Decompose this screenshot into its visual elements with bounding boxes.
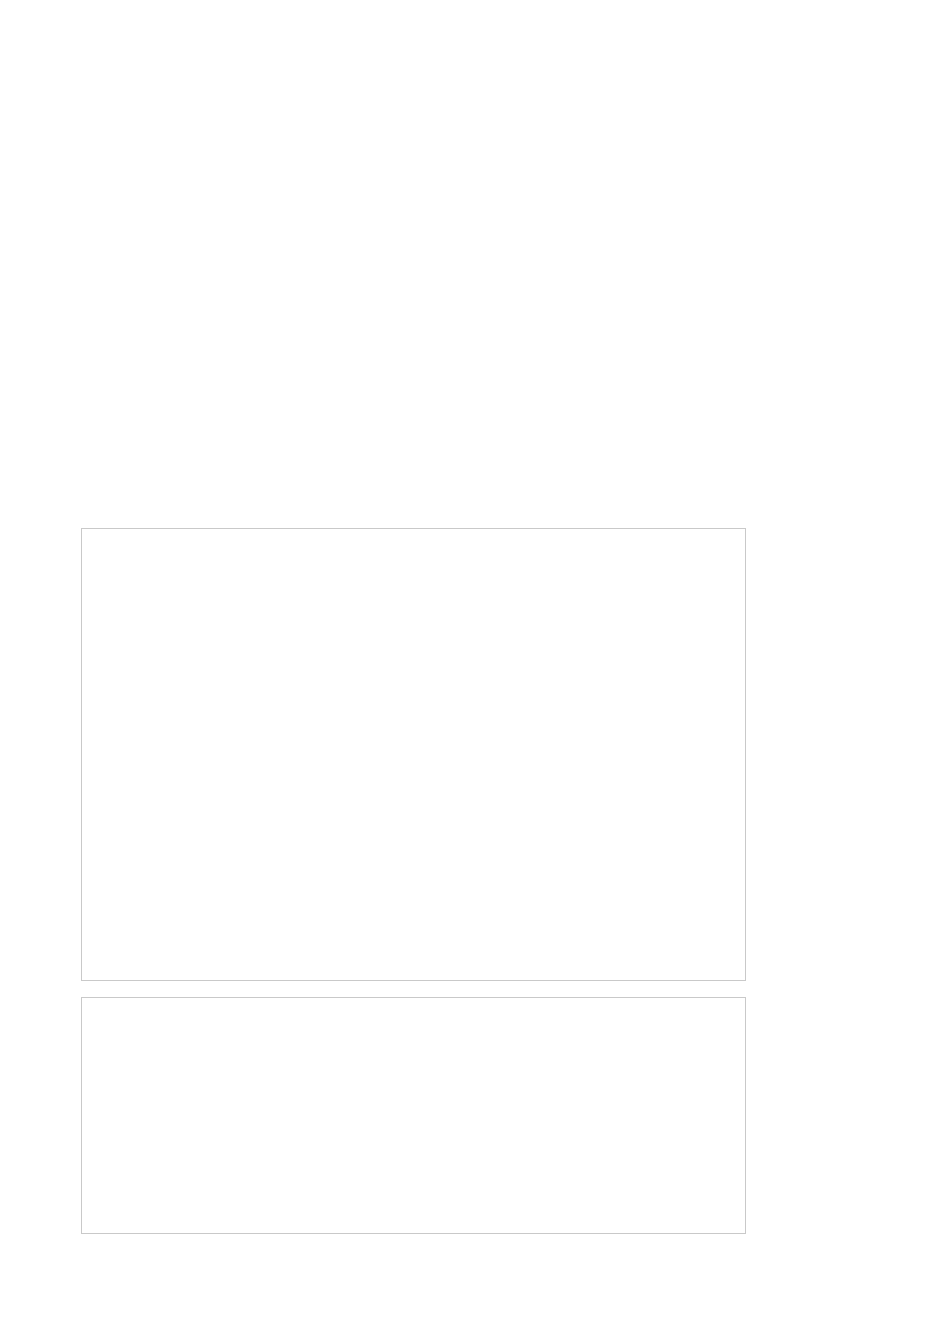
quiz-screenshot-2: [81, 997, 746, 1234]
quiz-screenshot-1: [81, 528, 746, 981]
